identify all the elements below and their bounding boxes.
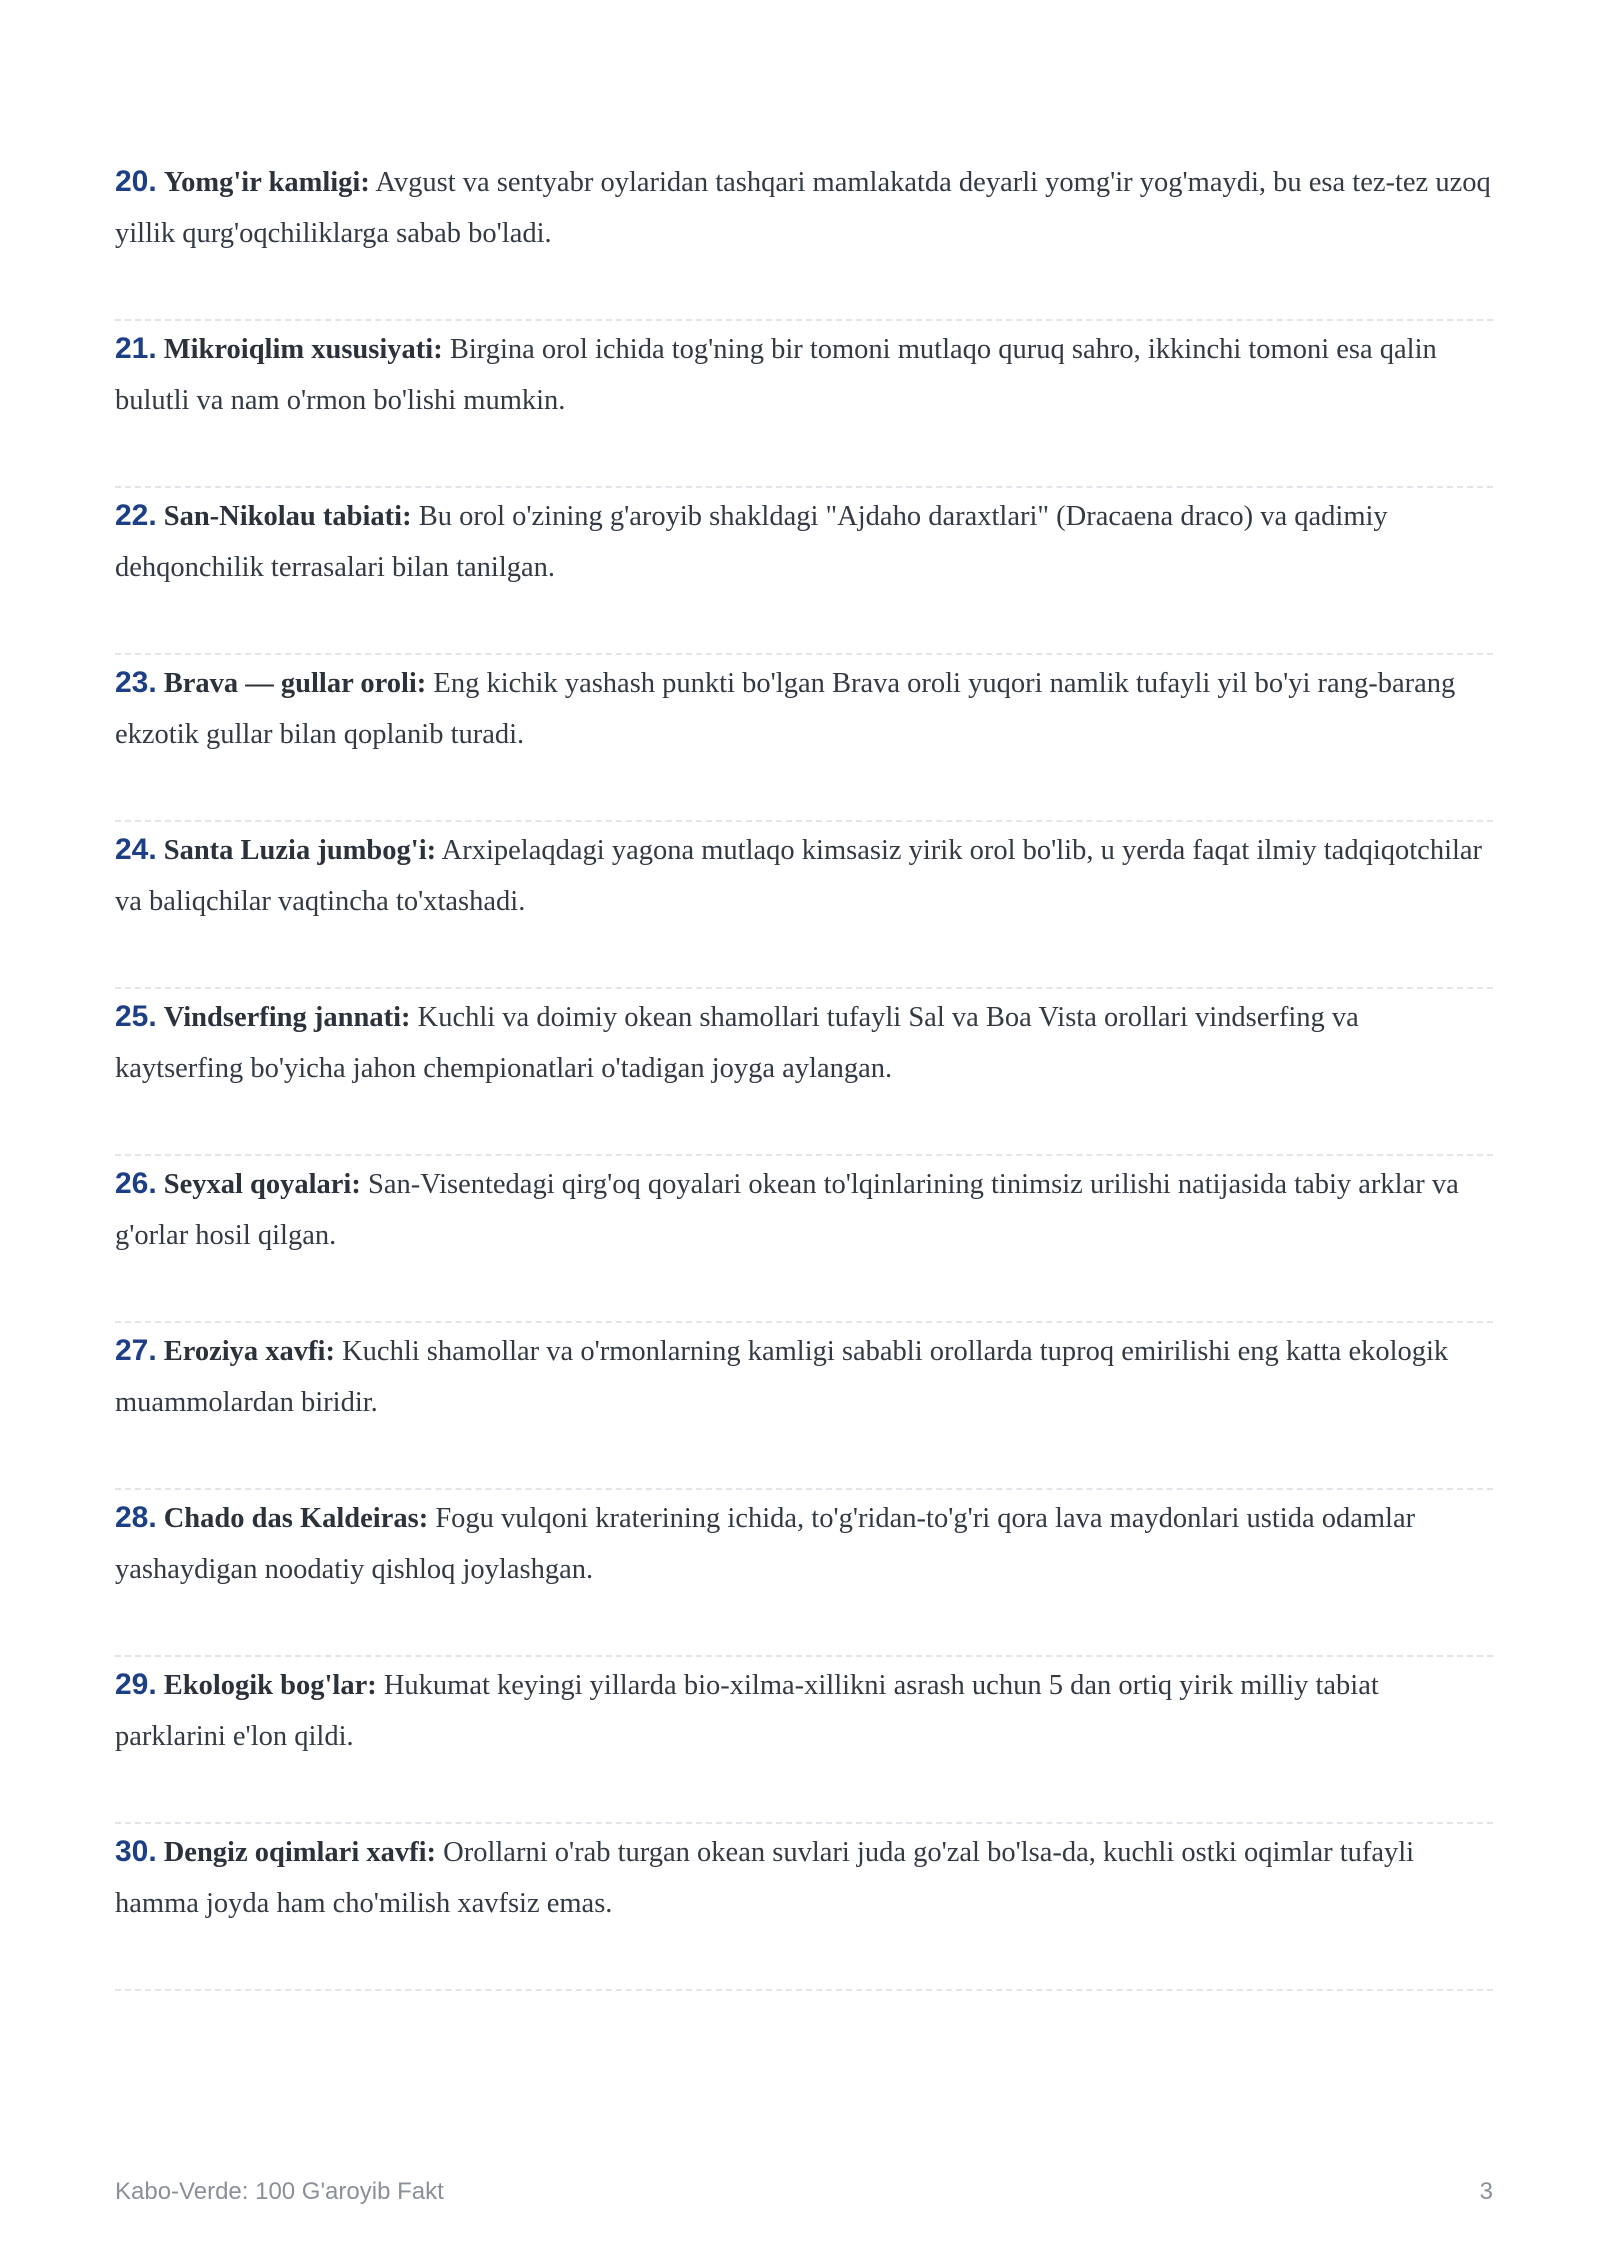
fact-item xyxy=(115,1156,1493,1323)
fact-paragraph xyxy=(115,1492,1493,1595)
fact-paragraph xyxy=(115,1659,1493,1762)
fact-text: Arxipelaqdagi yagona mutlaqo kimsasiz yirik orol bo'lib, u yerda faqat ilmiy tadqiqotchilar va baliqchilar vaqtincha to'xtashadi. xyxy=(115,835,1483,917)
fact-title: Eroziya xavfi: xyxy=(163,1336,335,1367)
fact-item xyxy=(115,488,1493,655)
fact-text: Kuchli shamollar va o'rmonlarning kamligi sababli orollarda tuproq emirilishi eng katta ekologik muammolardan biridir. xyxy=(115,1336,1449,1418)
fact-number: 20. xyxy=(115,165,157,198)
fact-number: 24. xyxy=(115,833,157,866)
footer-page-number: 3 xyxy=(1479,2178,1493,2205)
fact-paragraph xyxy=(115,1158,1493,1261)
footer-document-title: Kabo-Verde: 100 G'aroyib Fakt xyxy=(115,2178,444,2205)
fact-paragraph xyxy=(115,490,1493,593)
fact-item xyxy=(115,1657,1493,1824)
fact-title: Dengiz oqimlari xavfi: xyxy=(163,1837,437,1868)
fact-text: Fogu vulqoni kraterining ichida, to'g'ridan-to'g'ri qora lava maydonlari ustida odamlar yashaydigan noodatiy qishloq joylashgan. xyxy=(115,1503,1416,1585)
fact-title: Yomg'ir kamligi: xyxy=(163,167,370,198)
fact-number: 26. xyxy=(115,1167,157,1200)
fact-title: Seyxal qoyalari: xyxy=(163,1169,361,1200)
fact-title: Vindserfing jannati: xyxy=(163,1002,411,1033)
fact-paragraph xyxy=(115,991,1493,1094)
fact-paragraph xyxy=(115,323,1493,426)
fact-number: 23. xyxy=(115,666,157,699)
fact-text: Birgina orol ichida tog'ning bir tomoni mutlaqo quruq sahro, ikkinchi tomoni esa qalin bulutli va nam o'rmon bo'lishi mumkin. xyxy=(115,334,1437,416)
fact-item xyxy=(115,1490,1493,1657)
fact-title: Santa Luzia jumbog'i: xyxy=(163,835,437,866)
fact-title: Mikroiqlim xususiyati: xyxy=(163,334,443,365)
fact-title: Chado das Kaldeiras: xyxy=(163,1503,429,1534)
fact-number: 25. xyxy=(115,1000,157,1033)
fact-number: 21. xyxy=(115,332,157,365)
fact-number: 30. xyxy=(115,1835,157,1868)
fact-number: 22. xyxy=(115,499,157,532)
fact-paragraph xyxy=(115,1826,1493,1929)
fact-paragraph xyxy=(115,657,1493,760)
fact-text: Eng kichik yashash punkti bo'lgan Brava oroli yuqori namlik tufayli yil bo'yi rang-barang ekzotik gullar bilan qoplanib turadi. xyxy=(115,668,1456,750)
fact-text: Kuchli va doimiy okean shamollari tufayli Sal va Boa Vista orollari vindserfing va kaytserfing bo'yicha jahon chempionatlari o'tadigan joyga aylangan. xyxy=(115,1002,1359,1084)
fact-text: San-Visentedagi qirg'oq qoyalari okean to'lqinlarining tinimsiz urilishi natijasida tabiy arklar va g'orlar hosil qilgan. xyxy=(115,1169,1459,1251)
fact-number: 29. xyxy=(115,1668,157,1701)
fact-paragraph xyxy=(115,1325,1493,1428)
fact-item xyxy=(115,1323,1493,1490)
fact-paragraph xyxy=(115,156,1493,259)
fact-item xyxy=(115,989,1493,1156)
fact-list xyxy=(115,154,1493,1991)
fact-title: Ekologik bog'lar: xyxy=(163,1670,377,1701)
fact-item xyxy=(115,822,1493,989)
fact-title: Brava — gullar oroli: xyxy=(163,668,427,699)
fact-title: San-Nikolau tabiati: xyxy=(163,501,412,532)
fact-text: Orollarni o'rab turgan okean suvlari juda go'zal bo'lsa-da, kuchli ostki oqimlar tufayli hamma joyda ham cho'milish xavfsiz emas. xyxy=(115,1837,1415,1919)
fact-item xyxy=(115,1824,1493,1991)
fact-text: Bu orol o'zining g'aroyib shakldagi "Ajdaho daraxtlari" (Dracaena draco) va qadimiy dehqonchilik terrasalari bilan tanilgan. xyxy=(115,501,1388,583)
fact-item xyxy=(115,655,1493,822)
fact-text: Hukumat keyingi yillarda bio-xilma-xillikni asrash uchun 5 dan ortiq yirik milliy tabiat parklarini e'lon qildi. xyxy=(115,1670,1379,1752)
fact-number: 27. xyxy=(115,1334,157,1367)
fact-paragraph xyxy=(115,824,1493,927)
fact-item xyxy=(115,154,1493,321)
fact-item xyxy=(115,321,1493,488)
fact-number: 28. xyxy=(115,1501,157,1534)
fact-text: Avgust va sentyabr oylaridan tashqari mamlakatda deyarli yomg'ir yog'maydi, bu esa tez-tez uzoq yillik qurg'oqchiliklarga sabab bo'ladi. xyxy=(115,167,1491,249)
